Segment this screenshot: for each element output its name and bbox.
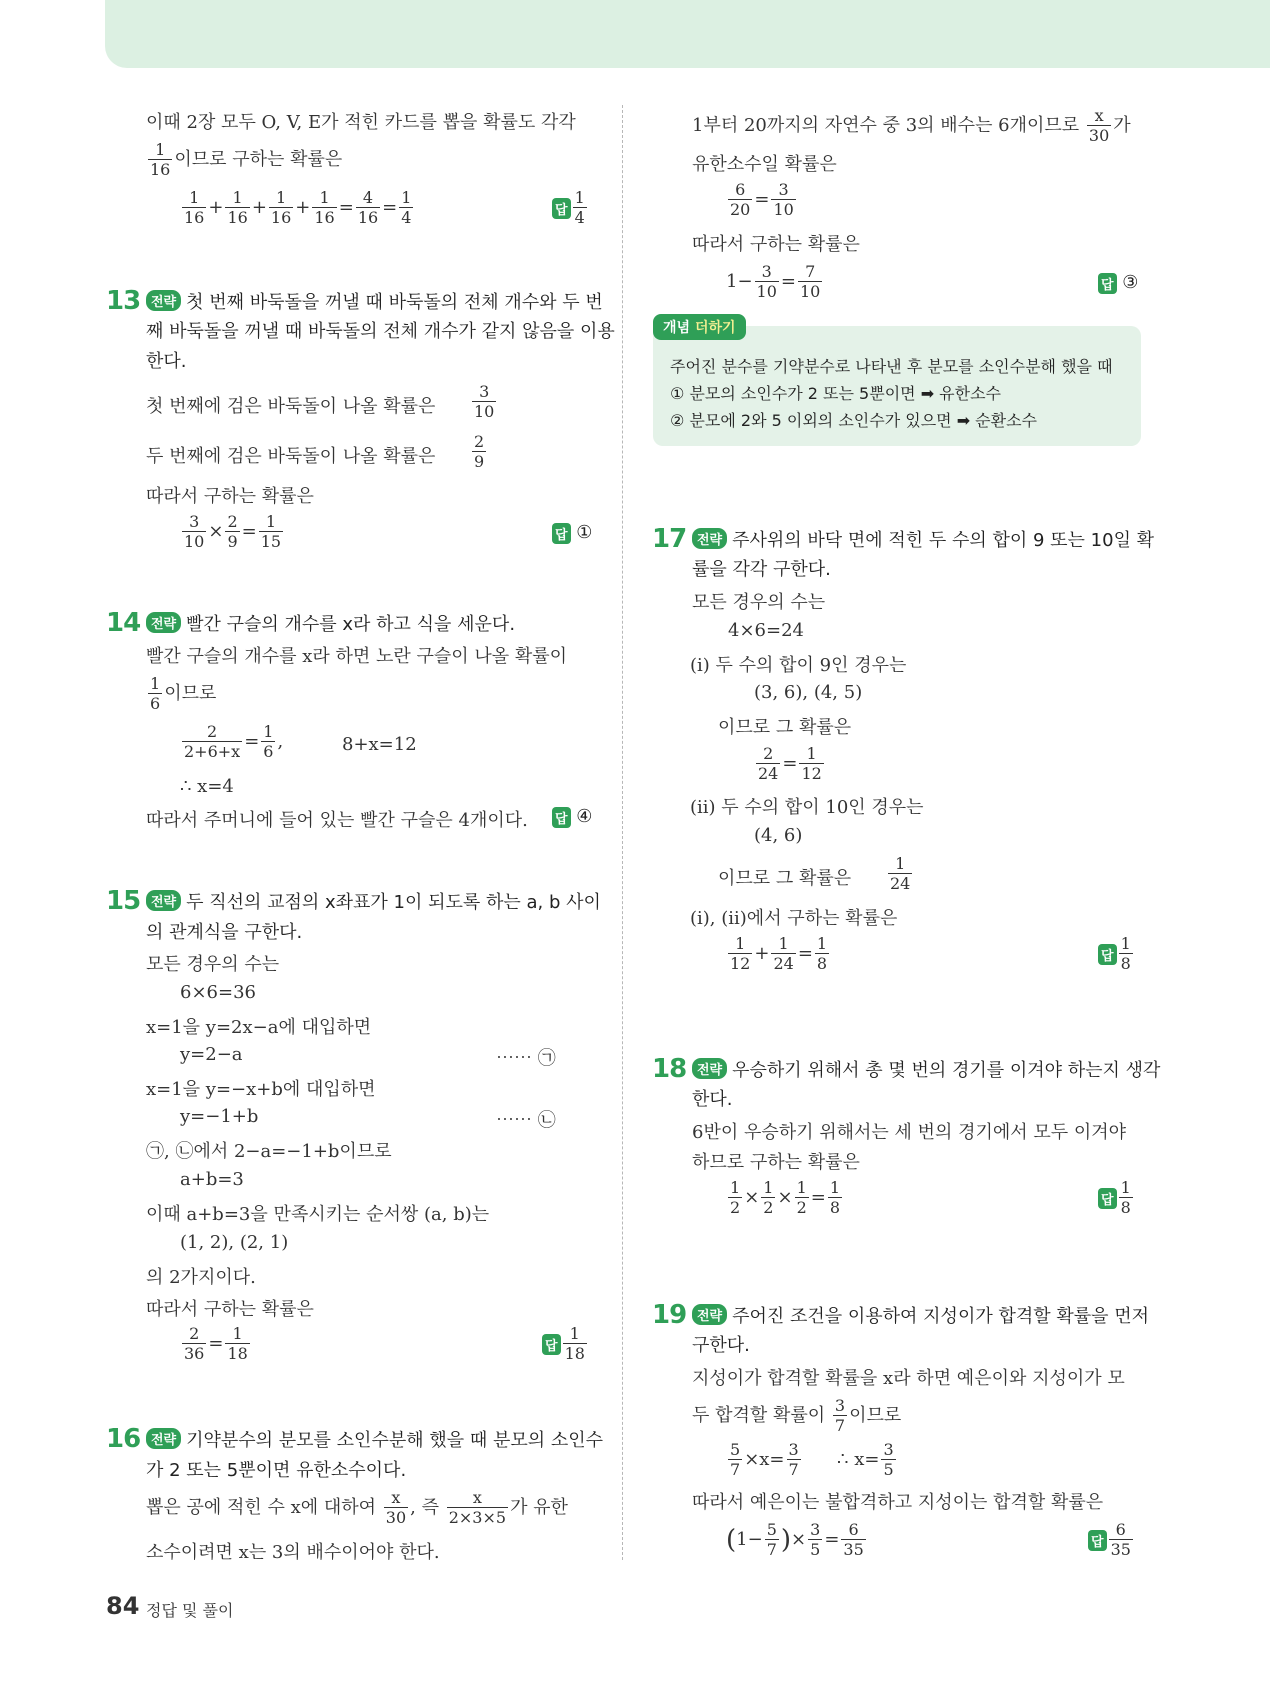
problem-13-second-frac: $\frac{2}{9}$ bbox=[474, 432, 485, 471]
problem-15-l2: 6×6=36 bbox=[180, 982, 256, 1003]
concept-line-2: ① 분모의 소인수가 2 또는 5뿐이면 ➡ 유한소수 bbox=[670, 384, 1002, 403]
problem-15-number: 15 bbox=[106, 886, 141, 916]
strategy-badge: 전략 bbox=[692, 528, 727, 549]
problem-15-l9: 이때 a+b=3을 만족시키는 순서쌍 (a, b)는 bbox=[146, 1204, 490, 1225]
problem-16-strategy: 전략 기약분수의 분모를 소인수분해 했을 때 분모의 소인수 bbox=[146, 1426, 603, 1452]
problem-15-l5: x=1을 y=−x+b에 대입하면 bbox=[146, 1079, 376, 1100]
concept-tab: 개념 더하기 bbox=[653, 314, 746, 340]
problem-19-strategy: 전략 주어진 조건을 이용하여 지성이가 합격할 확률을 먼저 bbox=[692, 1302, 1149, 1328]
answer-icon: 답 bbox=[542, 1334, 561, 1355]
problem-17-eq2: $\frac{1}{12}$ + $\frac{1}{24}$ = $\frac{1}{8}$ bbox=[730, 934, 828, 973]
problem-17-l3: (ⅰ) 두 수의 합이 9인 경우는 bbox=[690, 655, 907, 676]
problem-19-answer: 답 $\frac{6}{35}$ bbox=[1088, 1522, 1135, 1558]
strategy-badge: 전략 bbox=[146, 890, 181, 911]
problem-15-equation: $\frac{2}{36}$ = $\frac{1}{18}$ bbox=[184, 1324, 248, 1363]
problem-17-l6: (ⅱ) 두 수의 합이 10인 경우는 bbox=[690, 797, 924, 818]
problem-17-l8: 이므로 그 확률은 bbox=[718, 868, 852, 889]
problem-19-strategy-l2: 구한다. bbox=[692, 1335, 750, 1356]
footer-title: 정답 및 풀이 bbox=[146, 1601, 234, 1620]
problem-18-strategy: 전략 우승하기 위해서 총 몇 번의 경기를 이겨야 하는지 생각 bbox=[692, 1056, 1160, 1082]
problem-15-l1: 모든 경우의 수는 bbox=[146, 954, 280, 975]
answer-icon: 답 bbox=[552, 807, 571, 828]
concept-line-1: 주어진 분수를 기약분수로 나타낸 후 분모를 소인수분해 했을 때 bbox=[670, 357, 1113, 376]
problem-16-cont-eq1: $\frac{6}{20}$ = $\frac{3}{10}$ bbox=[730, 180, 794, 219]
problem-13-number: 13 bbox=[106, 286, 141, 316]
problem-15-l10: (1, 2), (2, 1) bbox=[180, 1232, 289, 1253]
strategy-badge: 전략 bbox=[146, 612, 181, 633]
problem-17-frac: $\frac{1}{24}$ bbox=[890, 854, 911, 893]
problem-19-eq2: (1− $\frac{5}{7}$ )× $\frac{3}{5}$ = $\frac{6}{35}$ bbox=[726, 1520, 864, 1559]
intro-line-1: 이때 2장 모두 O, V, E가 적힌 카드를 뽑을 확률도 각각 bbox=[146, 112, 576, 133]
answer-icon: 답 bbox=[552, 523, 571, 544]
problem-15-marker-1: ⋯⋯ ㉠ bbox=[496, 1048, 556, 1069]
problem-13-strategy-l3: 한다. bbox=[146, 351, 187, 372]
problem-15-strategy: 전략 두 직선의 교점의 x좌표가 1이 되도록 하는 a, b 사이 bbox=[146, 888, 601, 914]
strategy-badge: 전략 bbox=[692, 1058, 727, 1079]
problem-15-strategy-l2: 의 관계식을 구한다. bbox=[146, 922, 303, 943]
problem-13-strategy-l2: 째 바둑돌을 꺼낼 때 바둑돌의 전체 개수가 같지 않음을 이용 bbox=[146, 321, 615, 342]
strategy-badge: 전략 bbox=[146, 290, 181, 311]
problem-16-cont-eq2: 1− $\frac{3}{10}$ = $\frac{7}{10}$ bbox=[726, 262, 821, 301]
intro-equation: $\frac{1}{16}$ + $\frac{1}{16}$ + $\frac{1}{16}$ + $\frac{1}{16}$ = $\frac{4}{16}$ = $\frac{1}{4}$ bbox=[184, 188, 412, 227]
problem-15-answer: 답 $\frac{1}{18}$ bbox=[542, 1326, 589, 1362]
problem-15-l3: x=1을 y=2x−a에 대입하면 bbox=[146, 1017, 372, 1038]
problem-19-number: 19 bbox=[652, 1300, 687, 1330]
problem-19-l2: 두 합격할 확률이 $\frac{3}{7}$ 이므로 bbox=[692, 1396, 902, 1435]
problem-17-number: 17 bbox=[652, 524, 687, 554]
problem-18-l2: 하므로 구하는 확률은 bbox=[692, 1152, 860, 1173]
problem-13-therefore: 따라서 구하는 확률은 bbox=[146, 486, 314, 507]
problem-13-first: 첫 번째에 검은 바둑돌이 나올 확률은 bbox=[146, 396, 436, 417]
problem-16-cont-l1: 1부터 20까지의 자연수 중 3의 배수는 6개이므로 $\frac{x}{30}$ 가 bbox=[692, 106, 1131, 145]
problem-19-eq1: $\frac{5}{7}$ ×x= $\frac{3}{7}$ ∴ x= $\frac{3}{5}$ bbox=[730, 1440, 894, 1479]
problem-17-strategy-l2: 률을 각각 구한다. bbox=[692, 559, 831, 580]
problem-17-answer: 답 $\frac{1}{8}$ bbox=[1098, 936, 1135, 972]
problem-16-cont-l3: 따라서 구하는 확률은 bbox=[692, 234, 860, 255]
problem-14-number: 14 bbox=[106, 608, 141, 638]
problem-15-l8: a+b=3 bbox=[180, 1169, 244, 1190]
strategy-badge: 전략 bbox=[692, 1304, 727, 1325]
problem-18-l1: 6반이 우승하기 위해서는 세 번의 경기에서 모두 이겨야 bbox=[692, 1122, 1127, 1143]
problem-13-first-frac: $\frac{3}{10}$ bbox=[474, 382, 495, 421]
answer-icon: 답 bbox=[1098, 273, 1117, 294]
problem-19-l4: 따라서 예은이는 불합격하고 지성이는 합격할 확률은 bbox=[692, 1492, 1104, 1513]
problem-15-l12: 따라서 구하는 확률은 bbox=[146, 1299, 314, 1320]
problem-17-l5: 이므로 그 확률은 bbox=[718, 717, 852, 738]
problem-17-l2: 4×6=24 bbox=[728, 620, 804, 641]
problem-15-marker-2: ⋯⋯ ㉡ bbox=[496, 1110, 556, 1131]
problem-14-equation: $\frac{2}{2+6+x}$ = $\frac{1}{6}$ , bbox=[184, 722, 284, 761]
problem-17-l7: (4, 6) bbox=[754, 825, 803, 846]
problem-17-strategy: 전략 주사위의 바닥 면에 적힌 두 수의 합이 9 또는 10일 확 bbox=[692, 526, 1154, 552]
answer-icon: 답 bbox=[1098, 1188, 1117, 1209]
problem-14-line1: 빨간 구슬의 개수를 x라 하면 노란 구슬이 나올 확률이 bbox=[146, 646, 568, 667]
column-divider bbox=[622, 105, 623, 1560]
problem-16-l1: 뽑은 공에 적힌 수 x에 대하여 $\frac{x}{30}$ , 즉 $\frac{x}{2\times 3\times 5}$ 가 유한 bbox=[146, 1488, 568, 1527]
problem-17-l1: 모든 경우의 수는 bbox=[692, 592, 826, 613]
concept-line-3: ② 분모에 2와 5 이외의 소인수가 있으면 ➡ 순환소수 bbox=[670, 411, 1038, 430]
problem-15-l11: 의 2가지이다. bbox=[146, 1267, 256, 1288]
problem-19-l1: 지성이가 합격할 확률을 x라 하면 예은이와 지성이가 모 bbox=[692, 1368, 1125, 1389]
header-banner bbox=[105, 0, 1270, 68]
problem-15-l7: ㉠, ㉡에서 2−a=−1+b이므로 bbox=[146, 1141, 392, 1162]
problem-14-eq3: ∴ x=4 bbox=[180, 776, 234, 797]
answer-icon: 답 bbox=[1088, 1530, 1107, 1551]
problem-13-strategy: 전략 첫 번째 바둑돌을 꺼낼 때 바둑돌의 전체 개수와 두 번 bbox=[146, 288, 603, 314]
problem-13-equation: $\frac{3}{10}$ × $\frac{2}{9}$ = $\frac{1}{15}$ bbox=[184, 512, 282, 551]
problem-13-answer: 답 ① bbox=[552, 522, 592, 544]
problem-18-equation: $\frac{1}{2}$ × $\frac{1}{2}$ × $\frac{1}{2}$ = $\frac{1}{8}$ bbox=[730, 1178, 841, 1217]
answer-icon: 답 bbox=[552, 198, 571, 219]
intro-answer: 답 $\frac{1}{4}$ bbox=[552, 190, 589, 226]
intro-line-2: $\frac{1}{16}$ 이므로 구하는 확률은 bbox=[150, 140, 343, 179]
problem-16-answer: 답 ③ bbox=[1098, 272, 1138, 294]
problem-18-strategy-l2: 한다. bbox=[692, 1089, 733, 1110]
problem-13-second: 두 번째에 검은 바둑돌이 나올 확률은 bbox=[146, 446, 436, 467]
problem-16-number: 16 bbox=[106, 1424, 141, 1454]
problem-17-l4: (3, 6), (4, 5) bbox=[754, 682, 863, 703]
problem-14-conclusion: 따라서 주머니에 들어 있는 빨간 구슬은 4개이다. bbox=[146, 810, 528, 831]
problem-15-l4: y=2−a bbox=[180, 1044, 243, 1065]
answer-icon: 답 bbox=[1098, 944, 1117, 965]
problem-18-answer: 답 $\frac{1}{8}$ bbox=[1098, 1180, 1135, 1216]
problem-14-strategy: 전략 빨간 구슬의 개수를 x라 하고 식을 세운다. bbox=[146, 610, 515, 636]
problem-16-l2: 소수이려면 x는 3의 배수이어야 한다. bbox=[146, 1542, 440, 1563]
problem-15-l6: y=−1+b bbox=[180, 1106, 259, 1127]
problem-16-strategy-l2: 가 2 또는 5뿐이면 유한소수이다. bbox=[146, 1460, 407, 1481]
problem-14-eq2: 8+x=12 bbox=[342, 734, 417, 755]
problem-17-eq1: $\frac{2}{24}$ = $\frac{1}{12}$ bbox=[758, 744, 822, 783]
page-number: 84 bbox=[106, 1592, 140, 1620]
strategy-badge: 전략 bbox=[146, 1428, 181, 1449]
problem-14-line2: $\frac{1}{6}$ 이므로 bbox=[150, 674, 217, 713]
problem-16-cont-l2: 유한소수일 확률은 bbox=[692, 154, 837, 175]
problem-14-answer: 답 ④ bbox=[552, 806, 592, 828]
problem-18-number: 18 bbox=[652, 1054, 687, 1084]
problem-17-l9: (ⅰ), (ⅱ)에서 구하는 확률은 bbox=[690, 908, 898, 929]
